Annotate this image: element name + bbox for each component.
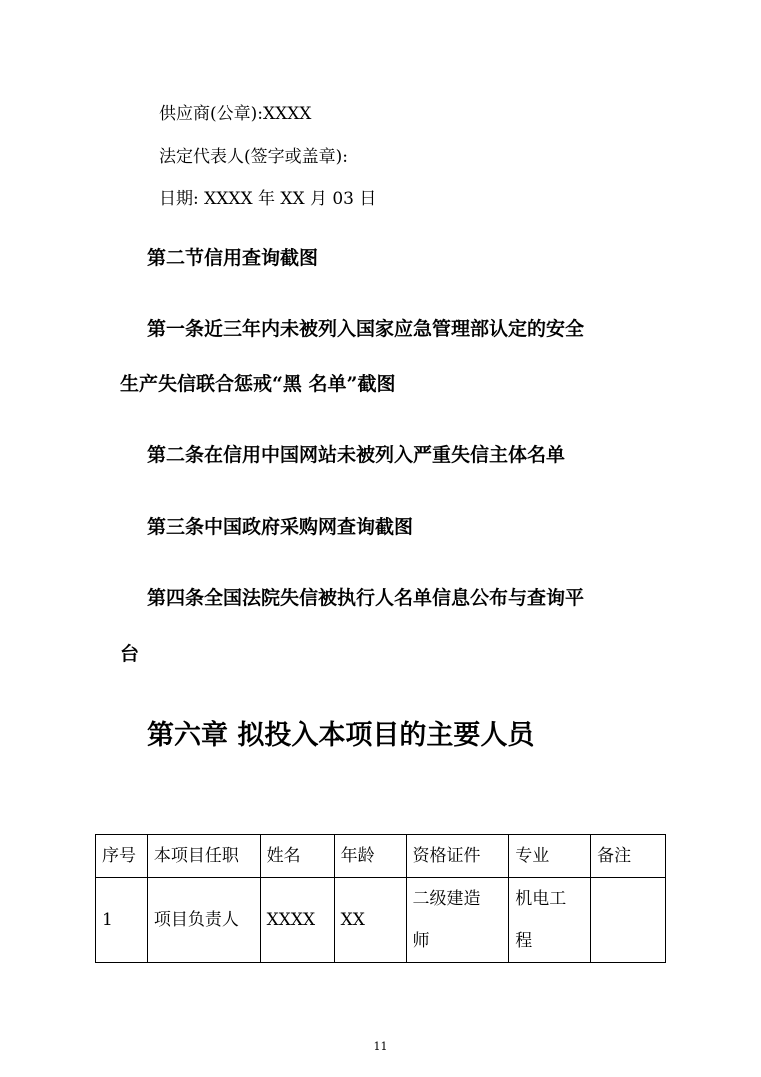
role-cell: 项目负责人 xyxy=(147,878,260,963)
age-cell: XX xyxy=(334,878,406,963)
certificate-line-1: 二级建造 xyxy=(412,889,481,909)
personnel-table xyxy=(95,834,666,963)
major-cell xyxy=(509,878,591,963)
header-cell: 年龄 xyxy=(334,835,406,878)
date-line: 日期: XXXX 年 XX 月 03 日 xyxy=(159,189,377,209)
major-line-2: 程 xyxy=(515,931,533,951)
section-title: 第二节信用查询截图 xyxy=(147,247,319,269)
article-1-line-1: 第一条近三年内未被列入国家应急管理部认定的安全 xyxy=(147,318,585,340)
header-cell: 专业 xyxy=(509,835,591,878)
article-4-line-2: 台 xyxy=(120,643,140,665)
article-3: 第三条中国政府采购网查询截图 xyxy=(147,516,414,538)
header-cell: 序号 xyxy=(96,835,148,878)
table-row xyxy=(96,878,666,963)
header-cell: 备注 xyxy=(591,835,666,878)
certificate-cell xyxy=(406,878,509,963)
table-header-row xyxy=(96,835,666,878)
article-1-line-2: 生产失信联合惩戒“黑 名单”截图 xyxy=(120,373,396,395)
major-line-1: 机电工 xyxy=(515,889,567,909)
header-cell: 资格证件 xyxy=(406,835,509,878)
index-cell: 1 xyxy=(96,878,148,963)
certificate-line-2: 师 xyxy=(412,931,430,951)
page-number: 11 xyxy=(373,1040,388,1053)
chapter-title: 第六章 拟投入本项目的主要人员 xyxy=(147,720,535,751)
header-cell: 姓名 xyxy=(260,835,334,878)
note-cell xyxy=(591,878,666,963)
header-cell: 本项目任职 xyxy=(147,835,260,878)
article-4-line-1: 第四条全国法院失信被执行人名单信息公布与查询平 xyxy=(147,587,585,609)
legal-representative-line: 法定代表人(签字或盖章): xyxy=(159,147,348,167)
article-2: 第二条在信用中国网站未被列入严重失信主体名单 xyxy=(147,444,566,466)
supplier-line: 供应商(公章):XXXX xyxy=(159,104,312,124)
name-cell: XXXX xyxy=(260,878,334,963)
